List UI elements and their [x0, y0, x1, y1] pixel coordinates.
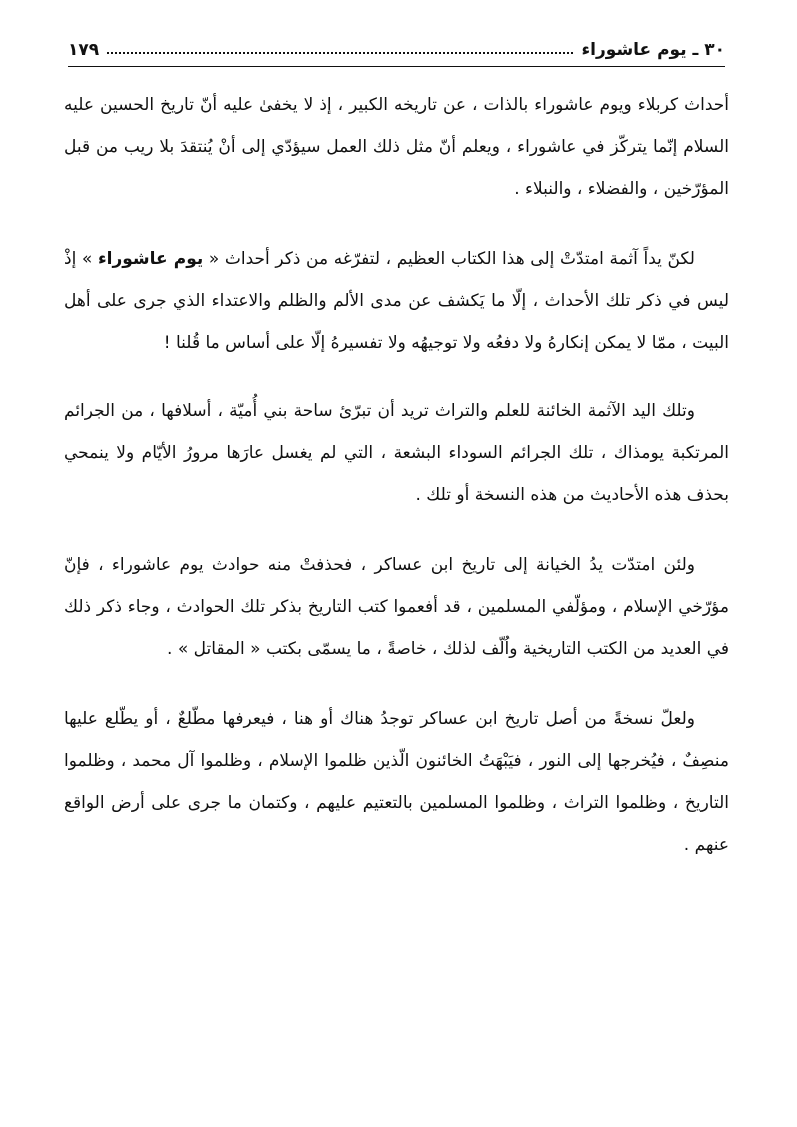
- paragraph-3: وتلك اليد الآثمة الخائنة للعلم والتراث تريد أن تبرّئ ساحة بني أُميّة ، أسلافها ، من الجرائم المرتكبة يومذاك ، تلك الجرائم السوداء البشعة ، التي لم يغسل عارَها مرورُ الأيّام ولا ينمحي بحذف هذه الأحاديث من هذه النسخة أو تلك .: [64, 401, 729, 505]
- header-rule: [68, 66, 725, 67]
- page-header: [68, 30, 725, 60]
- paragraph-2-after: » إذْ ليس في ذكر تلك الأحداث ، إلّا ما يَكشف عن مدى الألم والظلم والاعتداء الذي جرى على أهل البيت ، ممّا لا يمكن إنكارهُ ولا دفعُه ولا توجيهُه ولا تفسيرهُ إلّا على أساس ما قُلنا !: [64, 249, 729, 353]
- paragraph-5: ولعلّ نسخةً من أصل تاريخ ابن عساكر توجدُ هناك أو هنا ، فيعرفها مطّلعٌ ، أو يطّلع عليها منصِفٌ ، فيُخرجها إلى النور ، فيَبْهَتُ الخائنون الّذين ظلموا الإسلام ، وظلموا آل محمد ، وظلموا التاريخ ، وظلموا التراث ، وظلموا المسلمين بالتعتيم عليهم ، وكتمان ما جرى على أرض الواقع عنهم .: [64, 709, 729, 855]
- paragraph-2-term: يوم عاشوراء: [97, 249, 204, 269]
- body-text: [64, 84, 729, 894]
- running-title: ٣٠ ـ يوم عاشوراء: [581, 40, 725, 60]
- paragraph-2: [64, 238, 729, 364]
- page-number: ١٧٩: [68, 40, 100, 60]
- paragraph-1: أحداث كربلاء ويوم عاشوراء بالذات ، عن تاريخه الكبير ، إذ لا يخفىٰ عليه أنّ تاريخ الحسين عليه السلام إنّما يتركّز في عاشوراء ، ويعلم أنّ مثل ذلك العمل سيؤدّي إلى أنْ يُنتقدَ بلا ريب من قبل المؤرّخين ، والفضلاء ، والنبلاء .: [64, 95, 729, 199]
- dotted-leader: [107, 52, 573, 54]
- paragraph-2-before: لكنّ يداً آثمة امتدّتْ إلى هذا الكتاب العظيم ، لتفرّغه من ذكر أحداث «: [203, 249, 695, 269]
- paragraph-4: ولئن امتدّت يدُ الخيانة إلى تاريخ ابن عساكر ، فحذفتْ منه حوادث يوم عاشوراء ، فإنّ مؤرّخي الإسلام ، ومؤلّفي المسلمين ، قد أفعموا كتب التاريخ بذكر تلك الحوادث ، وجاء ذكر ذلك في العديد من الكتب التاريخية واُلّف لذلك ، خاصةً ، ما يسمّى بكتب « المقاتل » .: [64, 555, 729, 659]
